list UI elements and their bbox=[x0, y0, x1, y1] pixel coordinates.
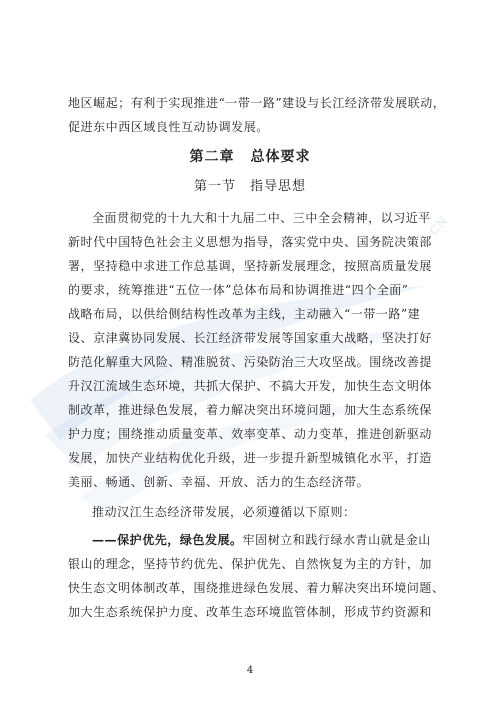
principle-text: 牢固树立和践行绿水青山就是金山 bbox=[242, 533, 431, 547]
body-line: 设、京津冀协同发展、长江经济带发展等国家重大战略，坚决打好 bbox=[68, 331, 432, 345]
body-line: 战略布局，以供给侧结构性改革为主线，主动融入“一带一路”建 bbox=[68, 307, 421, 321]
page-number: 4 bbox=[246, 665, 254, 676]
body-line: 银山的理念，坚持节约优先、保护优先、自然恢复为主的方针，加 bbox=[68, 557, 432, 571]
principle-heading: ——保护优先，绿色发展。 bbox=[92, 533, 243, 547]
body-line: 升汉江流域生态环境，共抓大保护、不搞大开发，加快生态文明体 bbox=[68, 379, 432, 393]
body-line: 地区崛起；有利于实现推进“一带一路”建设与长江经济带发展联动， bbox=[68, 96, 446, 110]
body-line: 制改革，推进绿色发展，着力解决突出环境问题，加大生态系统保 bbox=[68, 403, 432, 417]
body-line: 加大生态系统保护力度、改革生态环境监管体制，形成节约资源和 bbox=[68, 605, 432, 619]
body-line: 署，坚持稳中求进工作总基调，坚持新发展理念，按照高质量发展 bbox=[68, 259, 432, 273]
body-line: 全面贯彻党的十九大和十九届二中、三中全会精神，以习近平 bbox=[92, 211, 431, 225]
body-line: 推动汉江生态经济带发展，必须遵循以下原则： bbox=[92, 505, 356, 519]
body-line: 新时代中国特色社会主义思想为指导，落实党中央、国务院决策部 bbox=[68, 235, 432, 249]
chapter-title: 总体要求 bbox=[250, 149, 311, 165]
body-line: 促进东中西区域良性互动协调发展。 bbox=[68, 120, 269, 134]
section-title: 指导思想 bbox=[250, 179, 307, 194]
body-line: 的要求，统筹推进“五位一体”总体布局和协调推进“四个全面” bbox=[68, 283, 409, 297]
chapter-heading bbox=[0, 149, 500, 165]
body-line: 发展，加快产业结构优化升级，进一步提升新型城镇化水平，打造 bbox=[68, 451, 432, 465]
body-line: 快生态文明体制改革，围绕推进绿色发展、着力解决突出环境问题、 bbox=[68, 581, 445, 595]
chapter-number: 第二章 bbox=[189, 149, 235, 165]
body-line: 防范化解重大风险、精准脱贫、污染防治三大攻坚战。围绕改善提 bbox=[68, 355, 432, 369]
section-number: 第一节 bbox=[193, 179, 236, 194]
watermark-text: CN bbox=[426, 214, 451, 239]
body-line: 护力度；围绕推动质量变革、效率变革、动力变革，推进创新驱动 bbox=[68, 427, 432, 441]
body-line: 美丽、畅通、创新、幸福、开放、活力的生态经济带。 bbox=[68, 475, 370, 489]
section-heading bbox=[0, 179, 500, 194]
principle-line bbox=[92, 533, 432, 547]
